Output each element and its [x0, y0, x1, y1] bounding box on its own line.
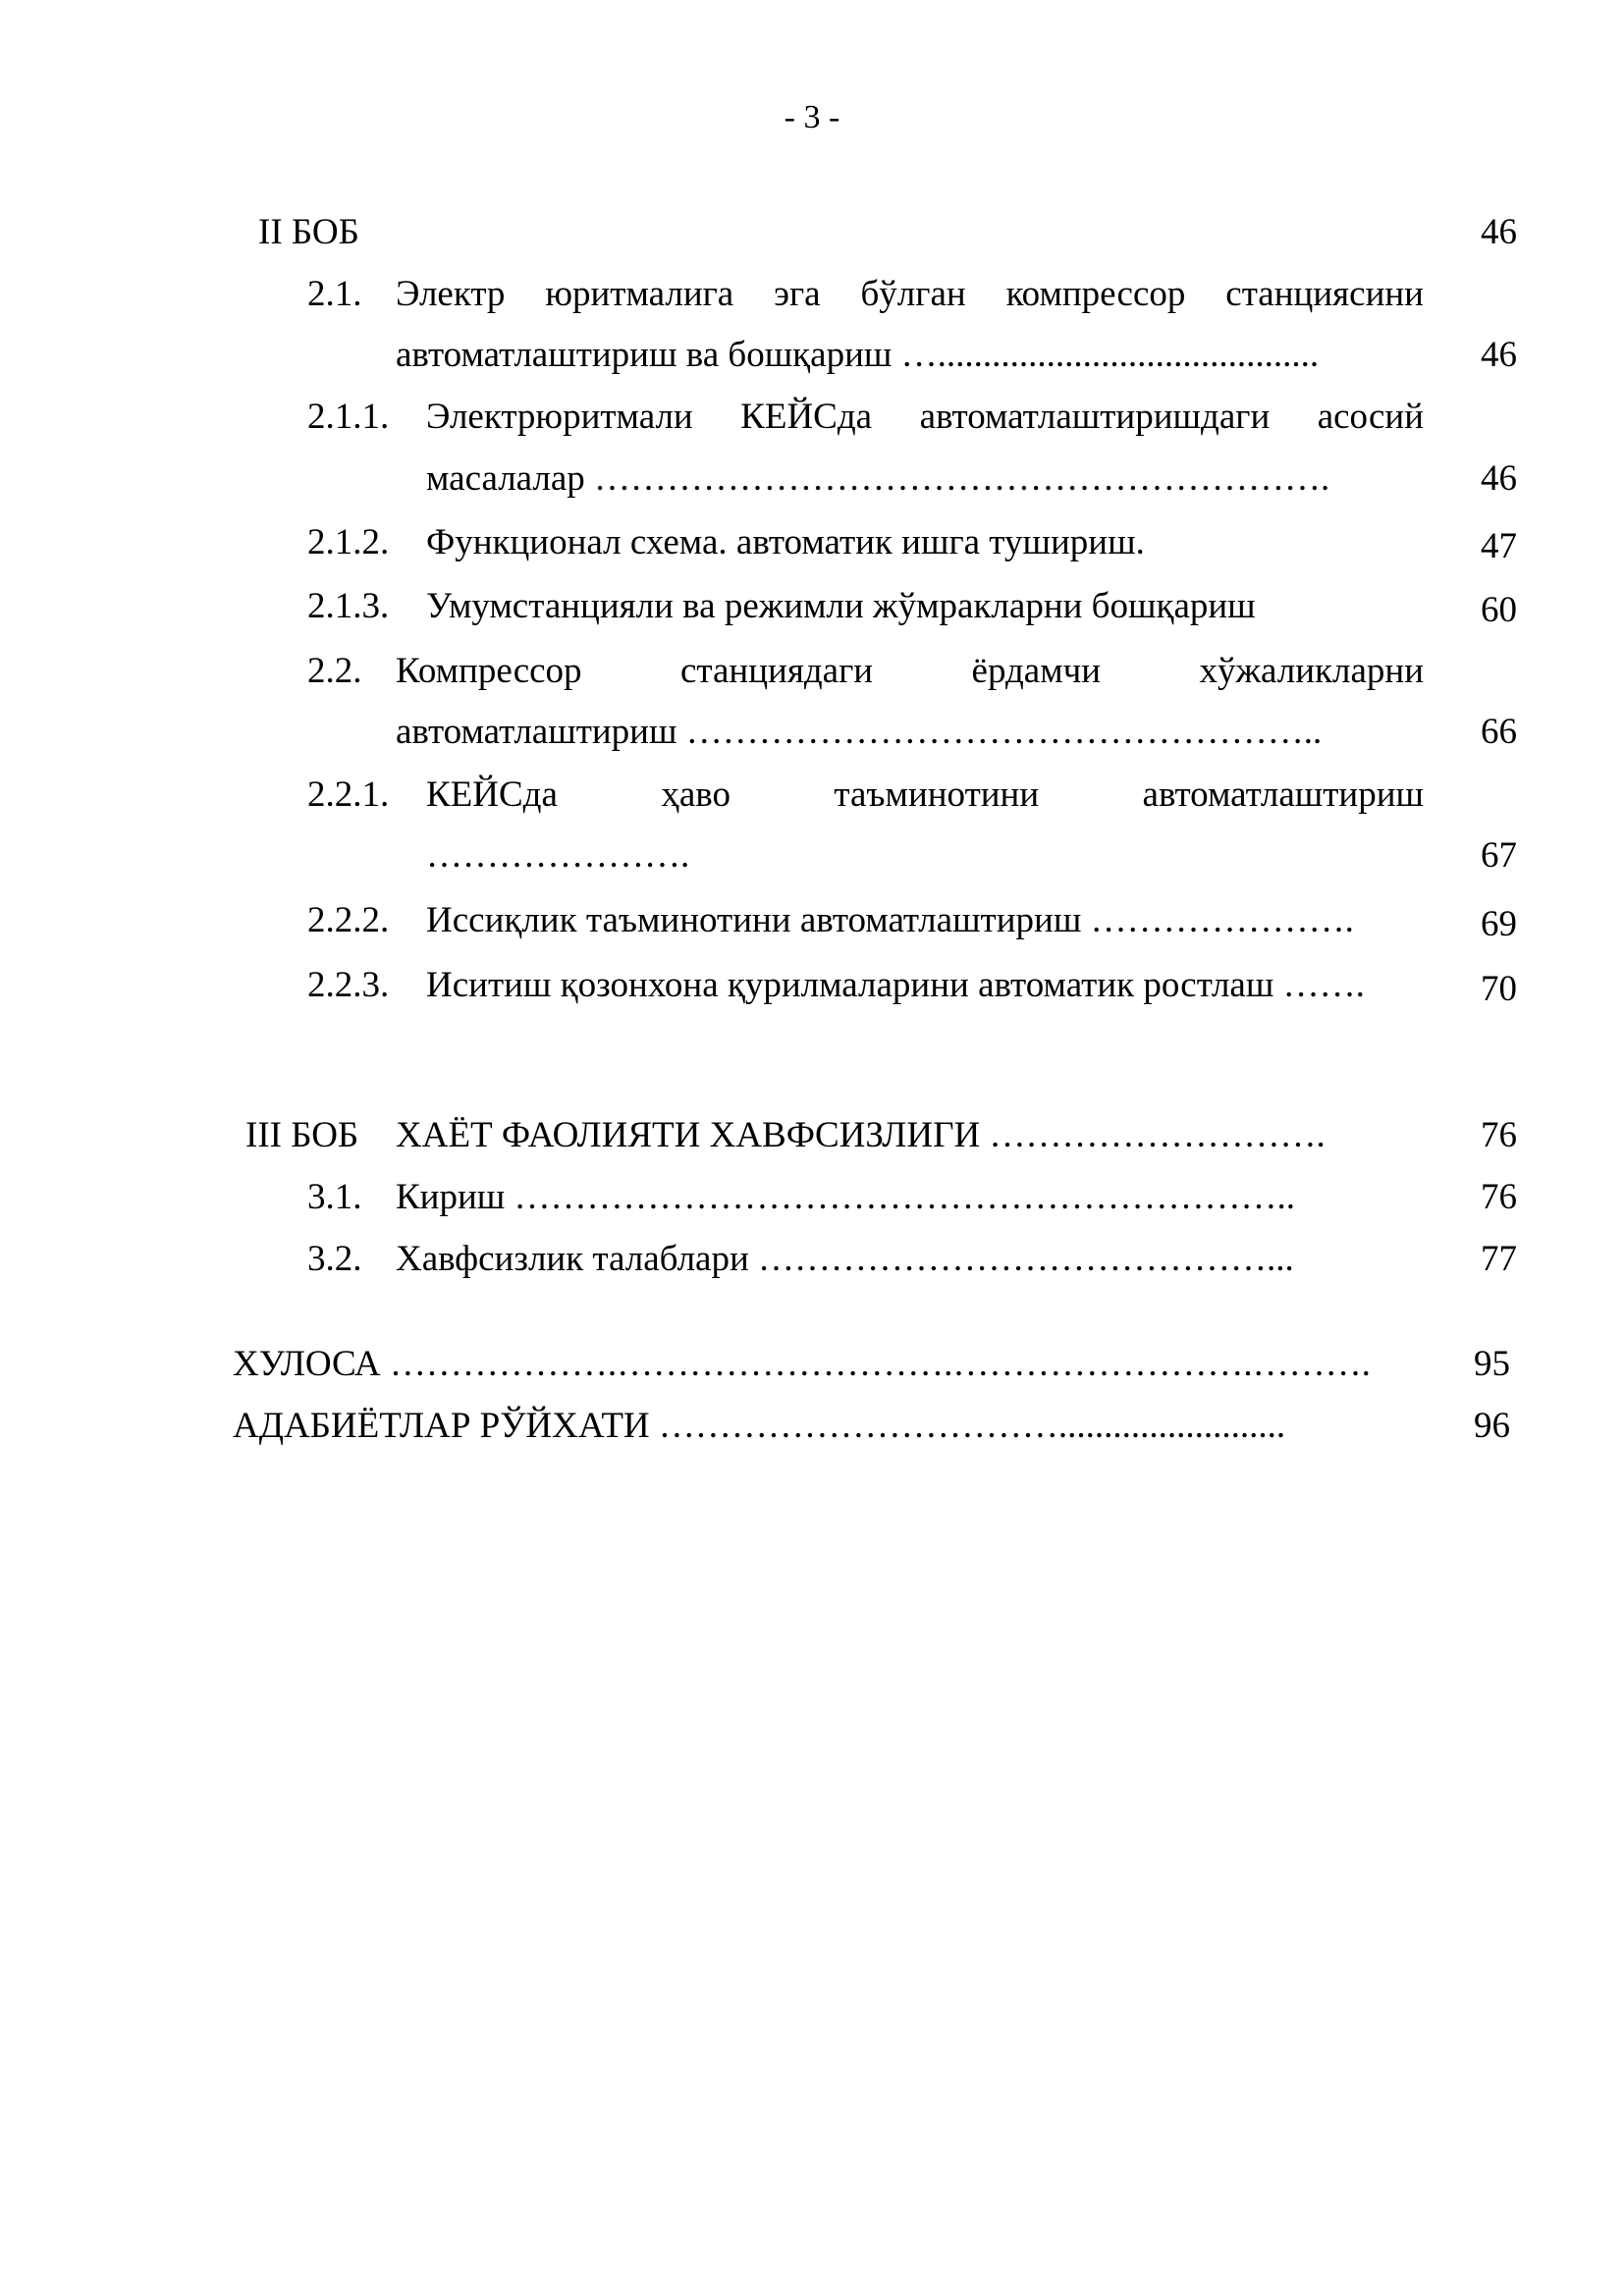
- entry-number: 2.2.1.: [307, 774, 390, 815]
- chapter-3-page: 76: [1481, 1115, 1517, 1155]
- entry-page: 66: [1481, 712, 1517, 752]
- entry-text: Иситиш қозонхона қурилмаларини автоматик ростлаш …….: [426, 965, 1365, 1005]
- word: КЕЙСда: [426, 774, 558, 815]
- word: Электрюритмали: [426, 397, 693, 437]
- entry-page: 47: [1481, 526, 1517, 566]
- word: бўлган: [860, 274, 966, 314]
- word: эга: [774, 274, 821, 314]
- entry-page: 70: [1481, 969, 1517, 1009]
- entry-text: Функционал схема. автоматик ишга тушириш.: [426, 522, 1145, 562]
- word: юритмалига: [545, 274, 734, 314]
- chapter-2-page: 46: [1481, 212, 1517, 252]
- entry-text-line-1: [396, 273, 1424, 316]
- word: Компрессор: [396, 651, 582, 691]
- entry-text-line-2: масалалар …………………………………………………….: [426, 458, 1330, 499]
- entry-number: 2.1.: [307, 274, 362, 314]
- entry-page: 76: [1481, 1177, 1517, 1217]
- references-text: АДАБИЁТЛАР РЎЙХАТИ …………………………….........................: [233, 1406, 1286, 1446]
- page-number: - 3 -: [784, 99, 840, 135]
- entry-page: 46: [1481, 458, 1517, 499]
- entry-number: 3.1.: [307, 1177, 362, 1217]
- entry-text-line-2: автоматлаштириш ……………………………………………..: [396, 712, 1323, 752]
- entry-text: Иссиқлик таъминотини автоматлаштириш ………………….: [426, 900, 1354, 940]
- entry-text-line-2: ………………….: [426, 835, 690, 876]
- word: Электр: [396, 274, 506, 314]
- chapter-3-label: III БОБ: [245, 1115, 359, 1155]
- word: ҳаво: [661, 774, 731, 815]
- conclusion-page: 95: [1474, 1344, 1510, 1384]
- entry-text: Хавфсизлик талаблари ……………………………………...: [396, 1239, 1294, 1279]
- word: КЕЙСда: [740, 397, 873, 437]
- word: асосий: [1317, 397, 1424, 437]
- word: компрессор: [1005, 274, 1186, 314]
- word: станциядаги: [679, 651, 874, 691]
- conclusion-text: ХУЛОСА ……………….……………………….…………………….……….: [233, 1344, 1371, 1384]
- entry-page: 60: [1481, 590, 1517, 630]
- entry-number: 2.2.3.: [307, 965, 390, 1005]
- entry-number: 2.2.: [307, 651, 362, 691]
- entry-number: 2.1.3.: [307, 586, 390, 626]
- word: автоматлаштиришдаги: [919, 397, 1271, 437]
- word: ёрдамчи: [971, 651, 1102, 691]
- references-page: 96: [1474, 1406, 1510, 1446]
- entry-text-line-1: [426, 774, 1424, 817]
- word: таъминотини: [834, 774, 1040, 815]
- entry-number: 2.1.1.: [307, 397, 390, 437]
- entry-page: 46: [1481, 335, 1517, 375]
- word: станциясини: [1225, 274, 1424, 314]
- entry-number: 2.1.2.: [307, 522, 390, 562]
- entry-number: 3.2.: [307, 1239, 362, 1279]
- chapter-3-title: ХАЁТ ФАОЛИЯТИ ХАВФСИЗЛИГИ ……………………….: [396, 1115, 1326, 1155]
- entry-page: 77: [1481, 1239, 1517, 1279]
- chapter-2-label: II БОБ: [258, 212, 359, 252]
- word: автоматлаштириш: [1142, 774, 1424, 815]
- entry-text-line-2: автоматлаштириш ва бошқариш …..........................................: [396, 335, 1320, 375]
- entry-text: Кириш ………………………………………………………..: [396, 1177, 1296, 1217]
- entry-text-line-1: [396, 650, 1424, 693]
- entry-page: 69: [1481, 904, 1517, 944]
- entry-text: Умумстанцияли ва режимли жўмракларни бошқариш: [426, 586, 1256, 626]
- entry-number: 2.2.2.: [307, 900, 390, 940]
- entry-page: 67: [1481, 835, 1517, 876]
- entry-text-line-1: [426, 396, 1424, 439]
- word: хўжаликларни: [1199, 651, 1424, 691]
